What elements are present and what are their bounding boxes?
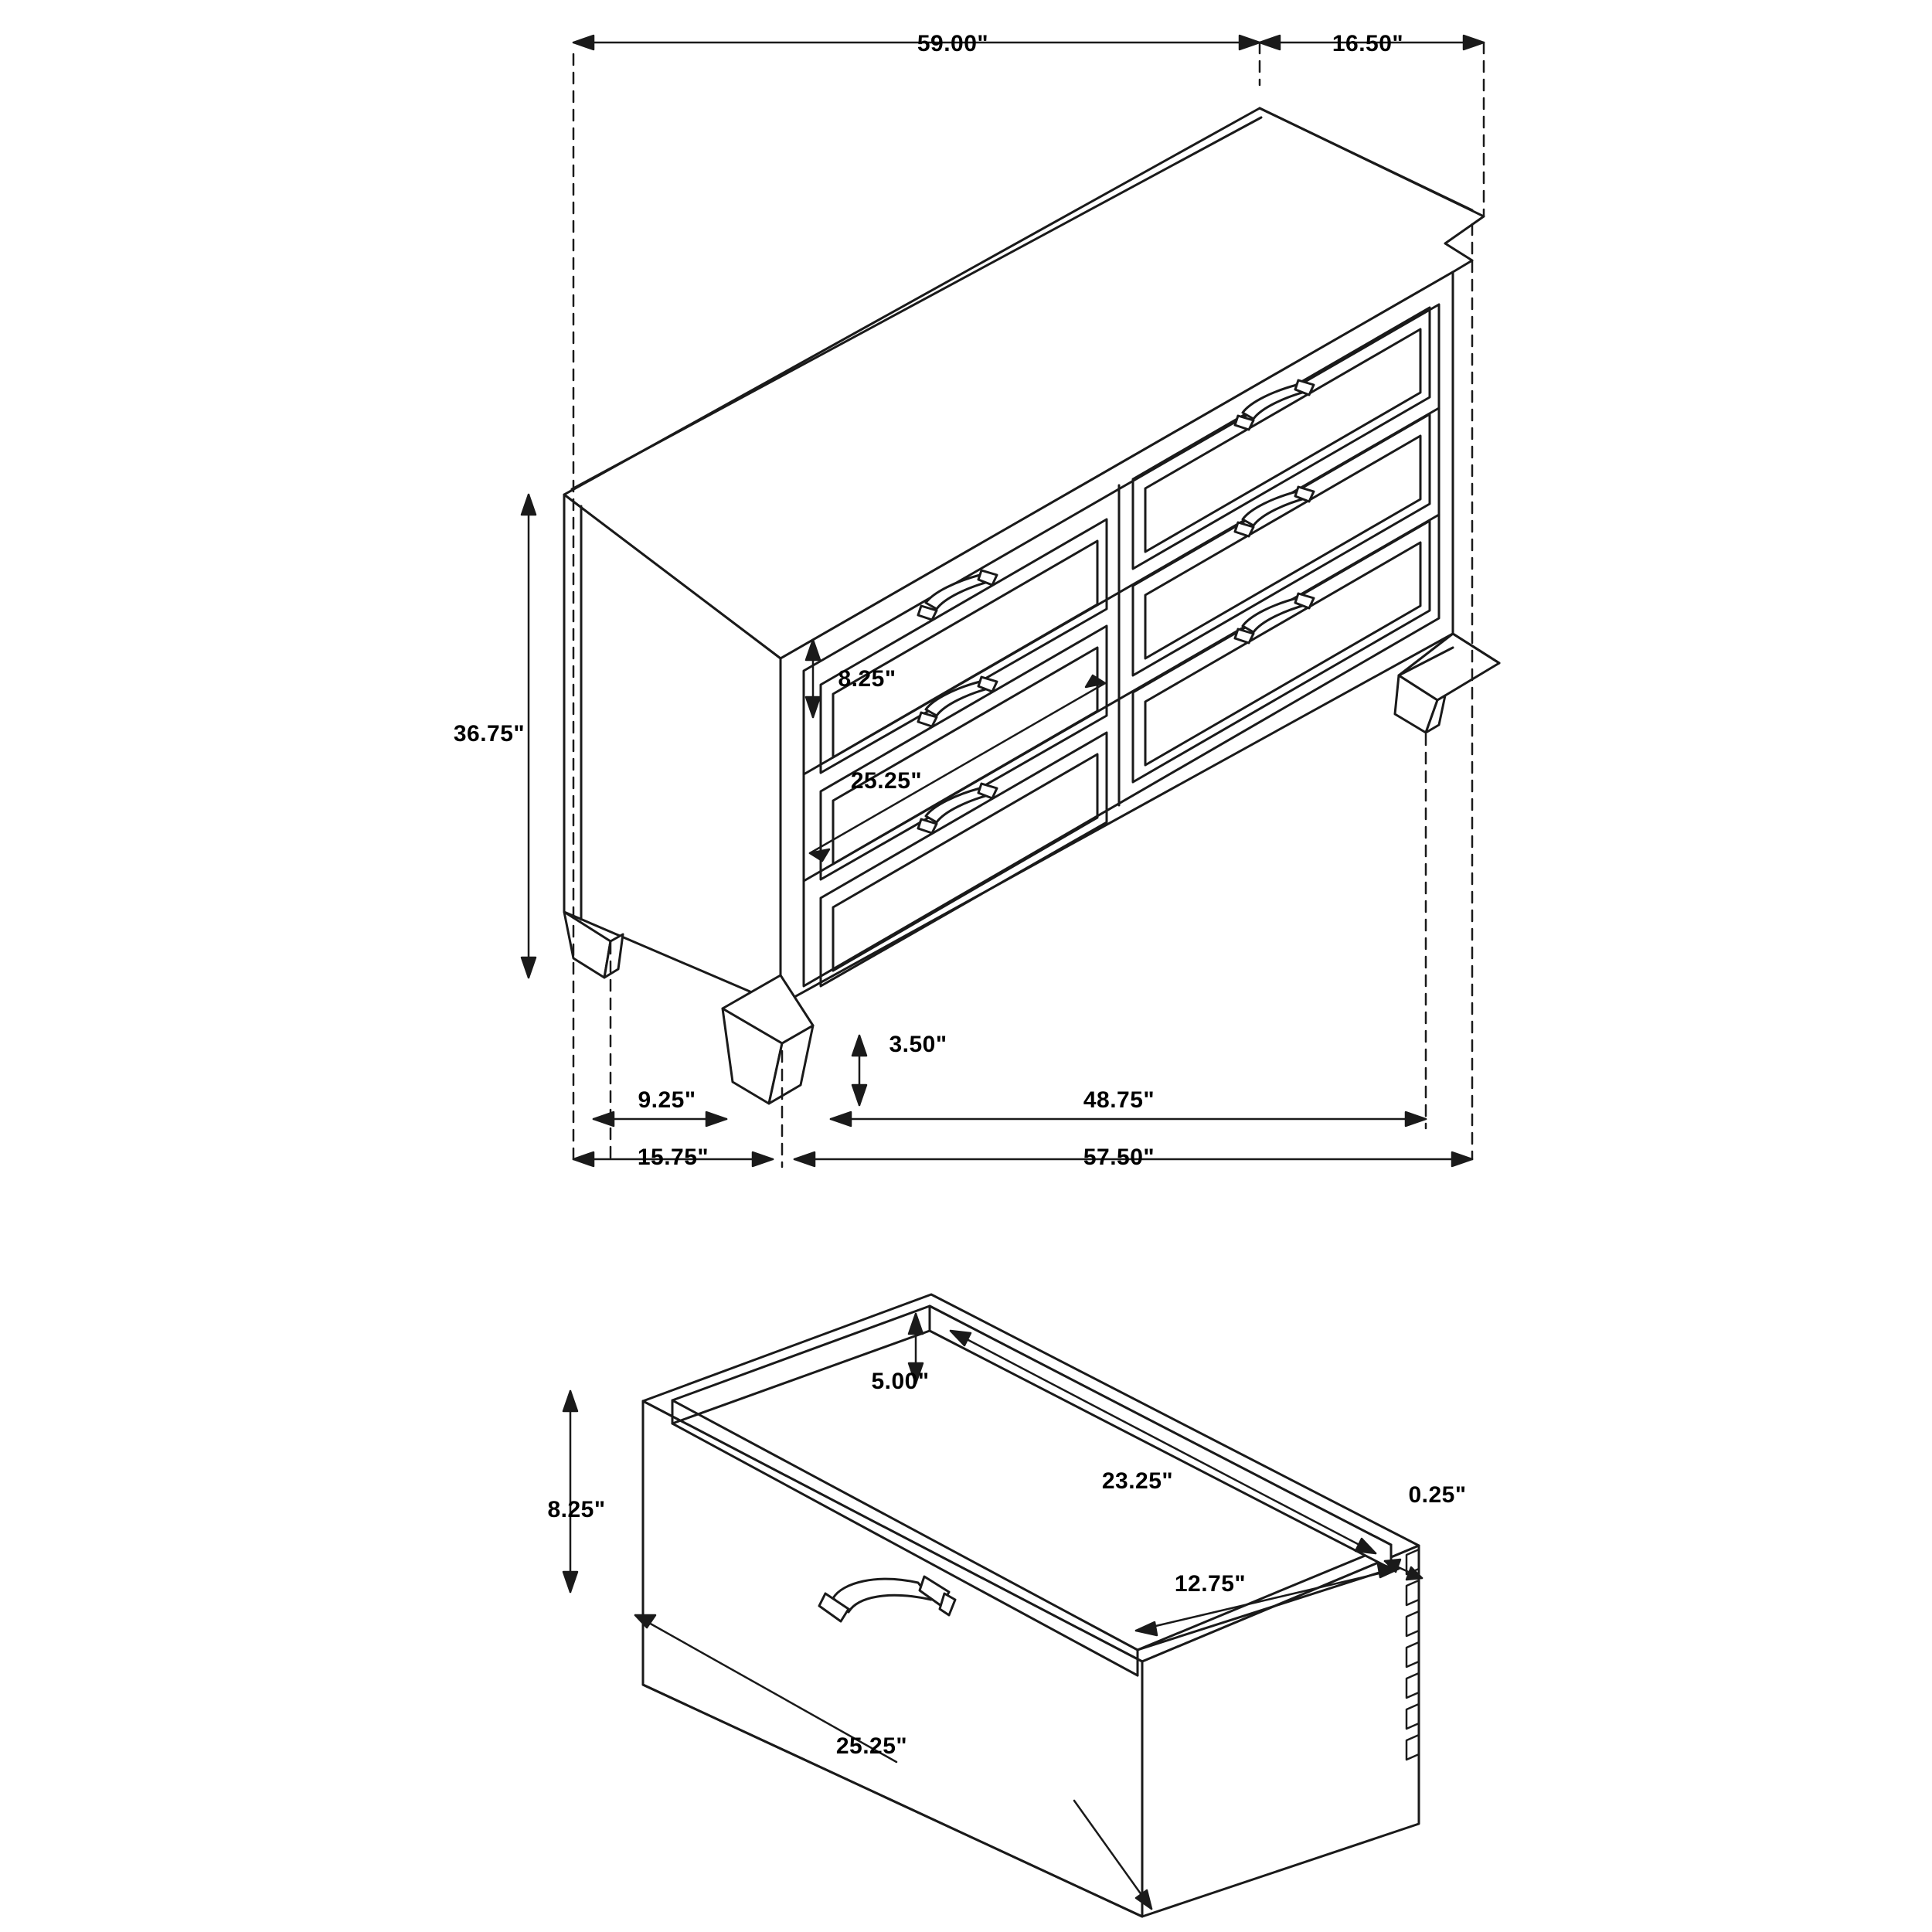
dimension-label-height-overall: 36.75" (453, 721, 526, 747)
dimension-label-base-width: 57.50" (1083, 1145, 1155, 1170)
dimension-label-base-depth: 15.75" (637, 1145, 709, 1170)
dresser-body (564, 108, 1499, 1104)
dimension-label-face-height: 8.25" (547, 1497, 606, 1522)
dimension-label-width-top: 59.00" (917, 31, 989, 56)
dimension-label-interior-length: 23.25" (1101, 1468, 1174, 1494)
dimension-label-drawer-height: 8.25" (838, 666, 896, 692)
dimension-label-face-width: 25.25" (835, 1733, 908, 1759)
dimension-label-depth-top: 16.50" (1332, 31, 1404, 56)
dimension-label-foot-inset: 9.25" (638, 1087, 696, 1113)
dimension-label-interior-width: 12.75" (1174, 1571, 1247, 1597)
dimension-label-leg-height: 3.50" (889, 1032, 947, 1057)
dimension-label-drawer-width: 25.25" (850, 768, 923, 794)
dimension-label-side-thickness: 0.25" (1408, 1482, 1467, 1508)
dimension-label-base-inner-width: 48.75" (1083, 1087, 1155, 1113)
drawer-detail (643, 1294, 1419, 1917)
dimension-label-interior-depth: 5.00" (871, 1369, 930, 1394)
